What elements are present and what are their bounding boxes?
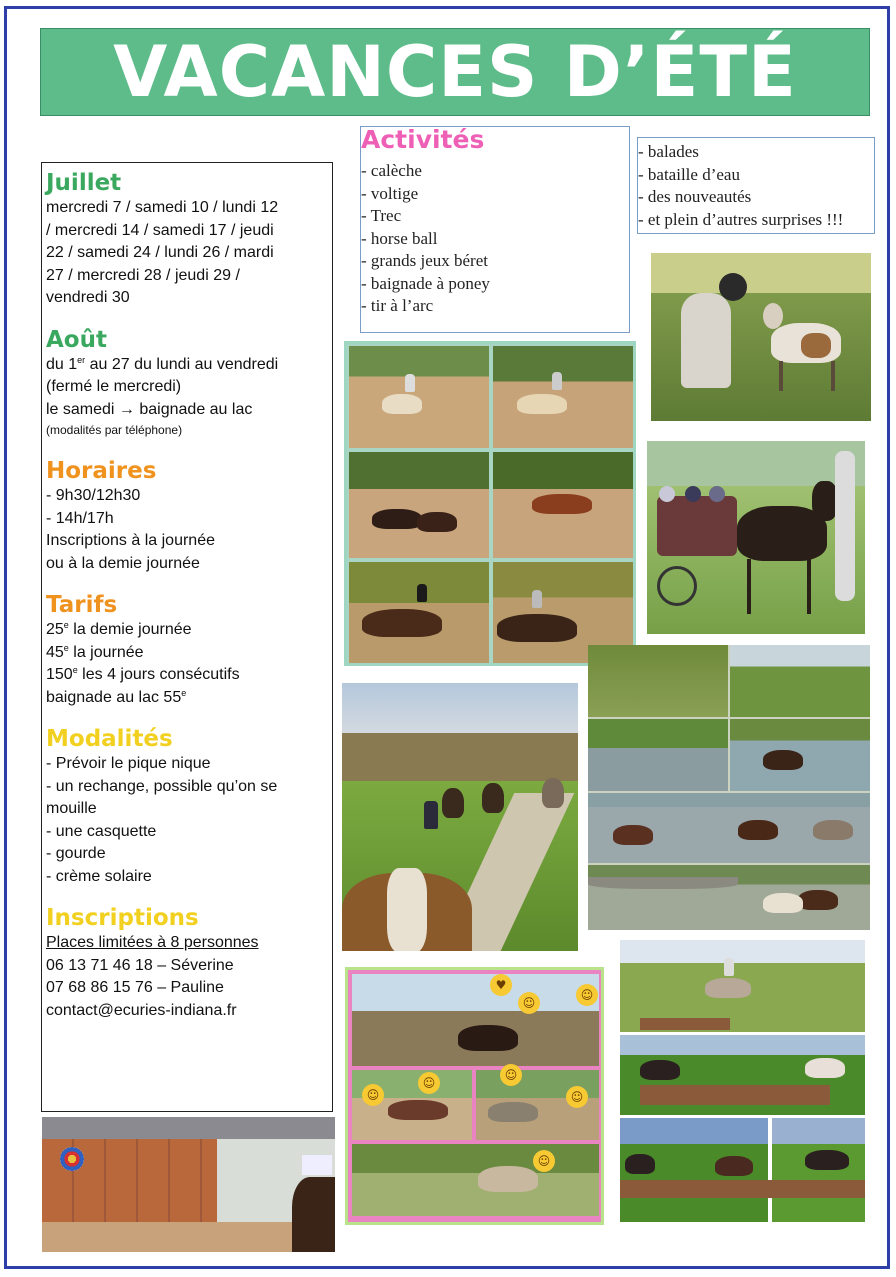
activity-item: - des nouveautés xyxy=(638,187,752,206)
horaires-line: - 14h/17h xyxy=(46,509,114,527)
activity-item: - et plein d’autres surprises !!! xyxy=(638,209,844,229)
smiley-emoji-icon: ☺ xyxy=(518,992,540,1014)
sunglasses-emoji-icon: ☺ xyxy=(576,984,598,1006)
smiley-emoji-icon: ☺ xyxy=(533,1150,555,1172)
heading-juillet: Juillet xyxy=(46,170,122,196)
heart-eyes-emoji-icon: ♥ xyxy=(490,974,512,996)
activity-item: - baignade à poney xyxy=(361,273,490,293)
juillet-line: 27 / mercredi 28 / jeudi 29 / xyxy=(46,266,240,284)
horaires-line: ou à la demie journée xyxy=(46,554,200,572)
heading-inscriptions: Inscriptions xyxy=(46,905,199,931)
heading-tarifs: Tarifs xyxy=(46,592,118,618)
indoor-arena-photo xyxy=(42,1117,335,1252)
goat-photo xyxy=(651,253,871,421)
activity-item: - Trec xyxy=(361,206,402,225)
activities-list xyxy=(361,160,490,318)
juillet-line: vendredi 30 xyxy=(46,289,130,306)
juillet-line: 22 / samedi 24 / lundi 26 / mardi xyxy=(46,244,274,261)
jumping-collage-photo xyxy=(620,940,865,1222)
title-banner xyxy=(40,28,870,116)
section-tarifs xyxy=(46,591,328,709)
aout-line: le samedi → baignade au lac xyxy=(46,400,253,418)
activities-box-more xyxy=(637,137,875,234)
section-aout xyxy=(46,326,328,440)
section-horaires xyxy=(46,457,328,575)
aout-line: (fermé le mercredi) xyxy=(46,378,182,395)
tarif-row: 45e la journée xyxy=(46,642,144,661)
horaires-line: - 9h30/12h30 xyxy=(46,487,141,504)
activity-item: - grands jeux béret xyxy=(361,251,488,270)
modalite-line: - crème solaire xyxy=(46,867,152,885)
horaires-line: Inscriptions à la journée xyxy=(46,532,215,549)
modalite-line: - un rechange, possible qu’on se xyxy=(46,777,278,795)
section-modalites xyxy=(46,725,328,888)
smiley-emoji-icon: ☺ xyxy=(362,1084,384,1106)
modalite-line: - gourde xyxy=(46,845,106,862)
emoji-collage-photo xyxy=(345,967,604,1225)
juillet-line: mercredi 7 / samedi 10 / lundi 12 xyxy=(46,199,279,216)
aout-note: (modalités par téléphone) xyxy=(46,423,183,437)
pony-collage-photo xyxy=(344,341,636,666)
section-inscriptions xyxy=(46,904,328,1022)
heading-aout: Août xyxy=(46,326,107,353)
activities-heading: Activités xyxy=(361,125,485,154)
activity-item: - bataille d’eau xyxy=(638,164,740,184)
tarif-row: baignade au lac 55e xyxy=(46,687,187,706)
phone-severine[interactable]: 06 13 71 46 18 – Séverine xyxy=(46,956,234,974)
aout-line: du 1er au 27 du lundi au vendredi xyxy=(46,354,279,373)
smiley-emoji-icon: ☺ xyxy=(566,1086,588,1108)
heading-modalites: Modalités xyxy=(46,726,173,752)
tarif-row: 25e la demie journée xyxy=(46,620,192,638)
activity-item: - horse ball xyxy=(361,228,438,248)
activity-item: - voltige xyxy=(361,183,419,203)
section-juillet xyxy=(46,169,328,310)
phone-pauline[interactable]: 07 68 86 15 76 – Pauline xyxy=(46,979,224,996)
places-limit: Places limitées à 8 personnes xyxy=(46,934,259,951)
trail-ride-photo xyxy=(342,683,578,951)
activity-item: - tir à l’arc xyxy=(361,296,434,315)
juillet-line: / mercredi 14 / samedi 17 / jeudi xyxy=(46,221,274,239)
modalite-line: - une casquette xyxy=(46,822,157,840)
heading-horaires: Horaires xyxy=(46,458,157,484)
carriage-photo xyxy=(647,441,865,634)
modalite-line: mouille xyxy=(46,800,97,817)
activity-item: - balades xyxy=(638,142,699,161)
contact-email[interactable]: contact@ecuries-indiana.fr xyxy=(46,1001,237,1019)
info-box xyxy=(41,162,333,1112)
lake-collage-photo xyxy=(588,645,870,930)
activities-box xyxy=(360,126,630,333)
smiley-emoji-icon: ☺ xyxy=(500,1064,522,1086)
smiley-emoji-icon: ☺ xyxy=(418,1072,440,1094)
activity-item: - calèche xyxy=(361,161,422,180)
modalite-line: - Prévoir le pique nique xyxy=(46,755,211,772)
page-title: VACANCES D’ÉTÉ xyxy=(113,31,797,113)
tarif-row: 150e les 4 jours consécutifs xyxy=(46,665,240,683)
